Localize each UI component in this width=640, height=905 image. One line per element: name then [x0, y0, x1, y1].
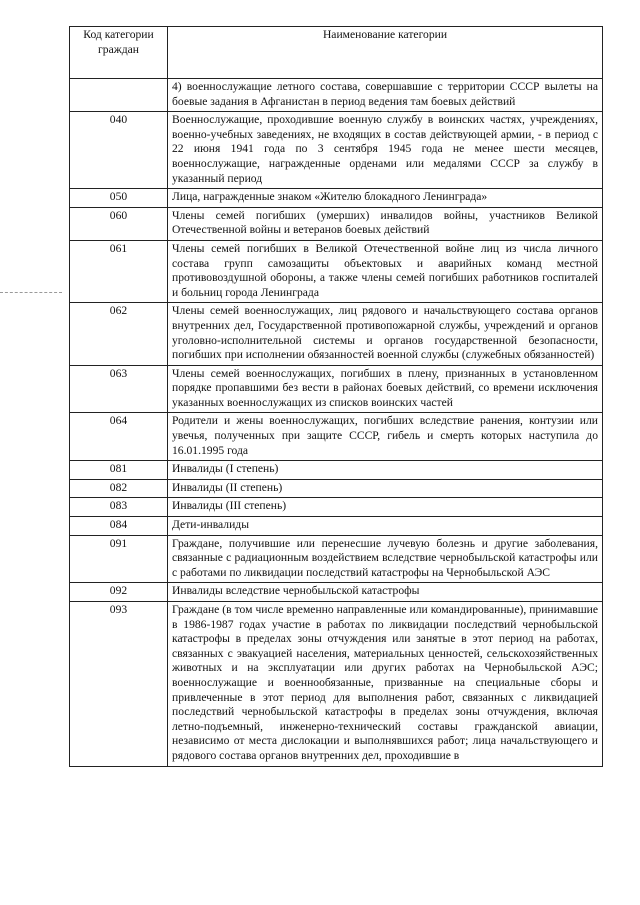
table-row	[70, 479, 603, 498]
code-cell: 091	[70, 535, 168, 583]
name-cell: Члены семей военнослужащих, погибших в плену, признанных в установленном порядке пропавшими без вести в районах боевых действий, со времени исключения указанных военнослужащих из списков воинских частей	[168, 365, 603, 413]
name-cell: Военнослужащие, проходившие военную службу в воинских частях, учреждениях, военно-учебных заведениях, не входящих в состав действующей армии, - в период с 22 июня 1941 года по 3 сентября 1945 года не менее шести месяцев, военнослужащие, награжденные орденами или медалями СССР за службу в указанный период	[168, 112, 603, 189]
citizen-category-table	[69, 26, 603, 767]
table-row	[70, 461, 603, 480]
code-cell: 093	[70, 602, 168, 767]
code-cell: 081	[70, 461, 168, 480]
code-cell: 092	[70, 583, 168, 602]
header-name-cell: Наименование категории	[168, 27, 603, 79]
margin-dash-line	[0, 292, 62, 293]
table-header-row	[70, 27, 603, 79]
code-cell: 060	[70, 207, 168, 240]
name-cell: Члены семей погибших (умерших) инвалидов войны, участников Великой Отечественной войны и ветеранов боевых действий	[168, 207, 603, 240]
table-row	[70, 413, 603, 461]
name-cell: Инвалиды вследствие чернобыльской катастрофы	[168, 583, 603, 602]
table-row	[70, 583, 603, 602]
name-cell: Члены семей военнослужащих, лиц рядового и начальствующего состава органов внутренних дел, Государственной противопожарной службы, учреждений и органов уголовно-исполнительной системы и органов государственной безопасности, погибших при исполнении обязанностей военной службы (служебных обязанностей)	[168, 303, 603, 365]
code-cell: 040	[70, 112, 168, 189]
table-row	[70, 498, 603, 517]
code-cell: 064	[70, 413, 168, 461]
table-row	[70, 112, 603, 189]
name-cell: Граждане, получившие или перенесшие лучевую болезнь и другие заболевания, связанные с радиационным воздействием вследствие чернобыльской катастрофы или с работами по ликвидации последствий катастрофы на Чернобыльской АЭС	[168, 535, 603, 583]
code-cell: 063	[70, 365, 168, 413]
code-cell: 082	[70, 479, 168, 498]
header-code-cell: Код категории граждан	[70, 27, 168, 79]
code-cell: 084	[70, 517, 168, 536]
code-cell: 062	[70, 303, 168, 365]
name-cell: Члены семей погибших в Великой Отечественной войне лиц из числа личного состава групп самозащиты объектовых и аварийных команд местной противовоздушной обороны, а также члены семей погибших работников госпиталей и больниц города Ленинграда	[168, 240, 603, 302]
name-cell: Граждане (в том числе временно направленные или командированные), принимавшие в 1986-1987 годах участие в работах по ликвидации последствий чернобыльской катастрофы в пределах зоны отчуждения или занятые в этот период на работах, связанных с эвакуацией населения, материальных ценностей, сельскохозяйственных животных и на эксплуатации или других работах на Чернобыльской АЭС; военнослужащие и военнообязанные, призванные на специальные сборы и привлеченные в этот период для выполнения работ, связанных с ликвидацией последствий чернобыльской катастрофы в пределах зоны отчуждения, включая летно-подъемный, инженерно-технический составы гражданской авиации, независимо от места дислокации и выполнявшихся работ; лица начальствующего и рядового состава органов внутренних дел, проходившие в	[168, 602, 603, 767]
table-row	[70, 189, 603, 208]
table-row	[70, 365, 603, 413]
table-row	[70, 602, 603, 767]
name-cell: Лица, награжденные знаком «Жителю блокадного Ленинграда»	[168, 189, 603, 208]
name-cell: Инвалиды (I степень)	[168, 461, 603, 480]
table-row	[70, 207, 603, 240]
code-cell: 050	[70, 189, 168, 208]
code-cell: 061	[70, 240, 168, 302]
code-cell: 083	[70, 498, 168, 517]
table-row	[70, 303, 603, 365]
name-cell: Инвалиды (III степень)	[168, 498, 603, 517]
name-cell: 4) военнослужащие летного состава, совершавшие с территории СССР вылеты на боевые задания в Афганистан в период ведения там боевых действий	[168, 79, 603, 112]
table-row	[70, 535, 603, 583]
table-row	[70, 79, 603, 112]
name-cell: Инвалиды (II степень)	[168, 479, 603, 498]
table-row	[70, 517, 603, 536]
name-cell: Родители и жены военнослужащих, погибших вследствие ранения, контузии или увечья, полученных при защите СССР, гибель и смерть которых наступила до 16.01.1995 года	[168, 413, 603, 461]
table-row	[70, 240, 603, 302]
code-cell	[70, 79, 168, 112]
name-cell: Дети-инвалиды	[168, 517, 603, 536]
